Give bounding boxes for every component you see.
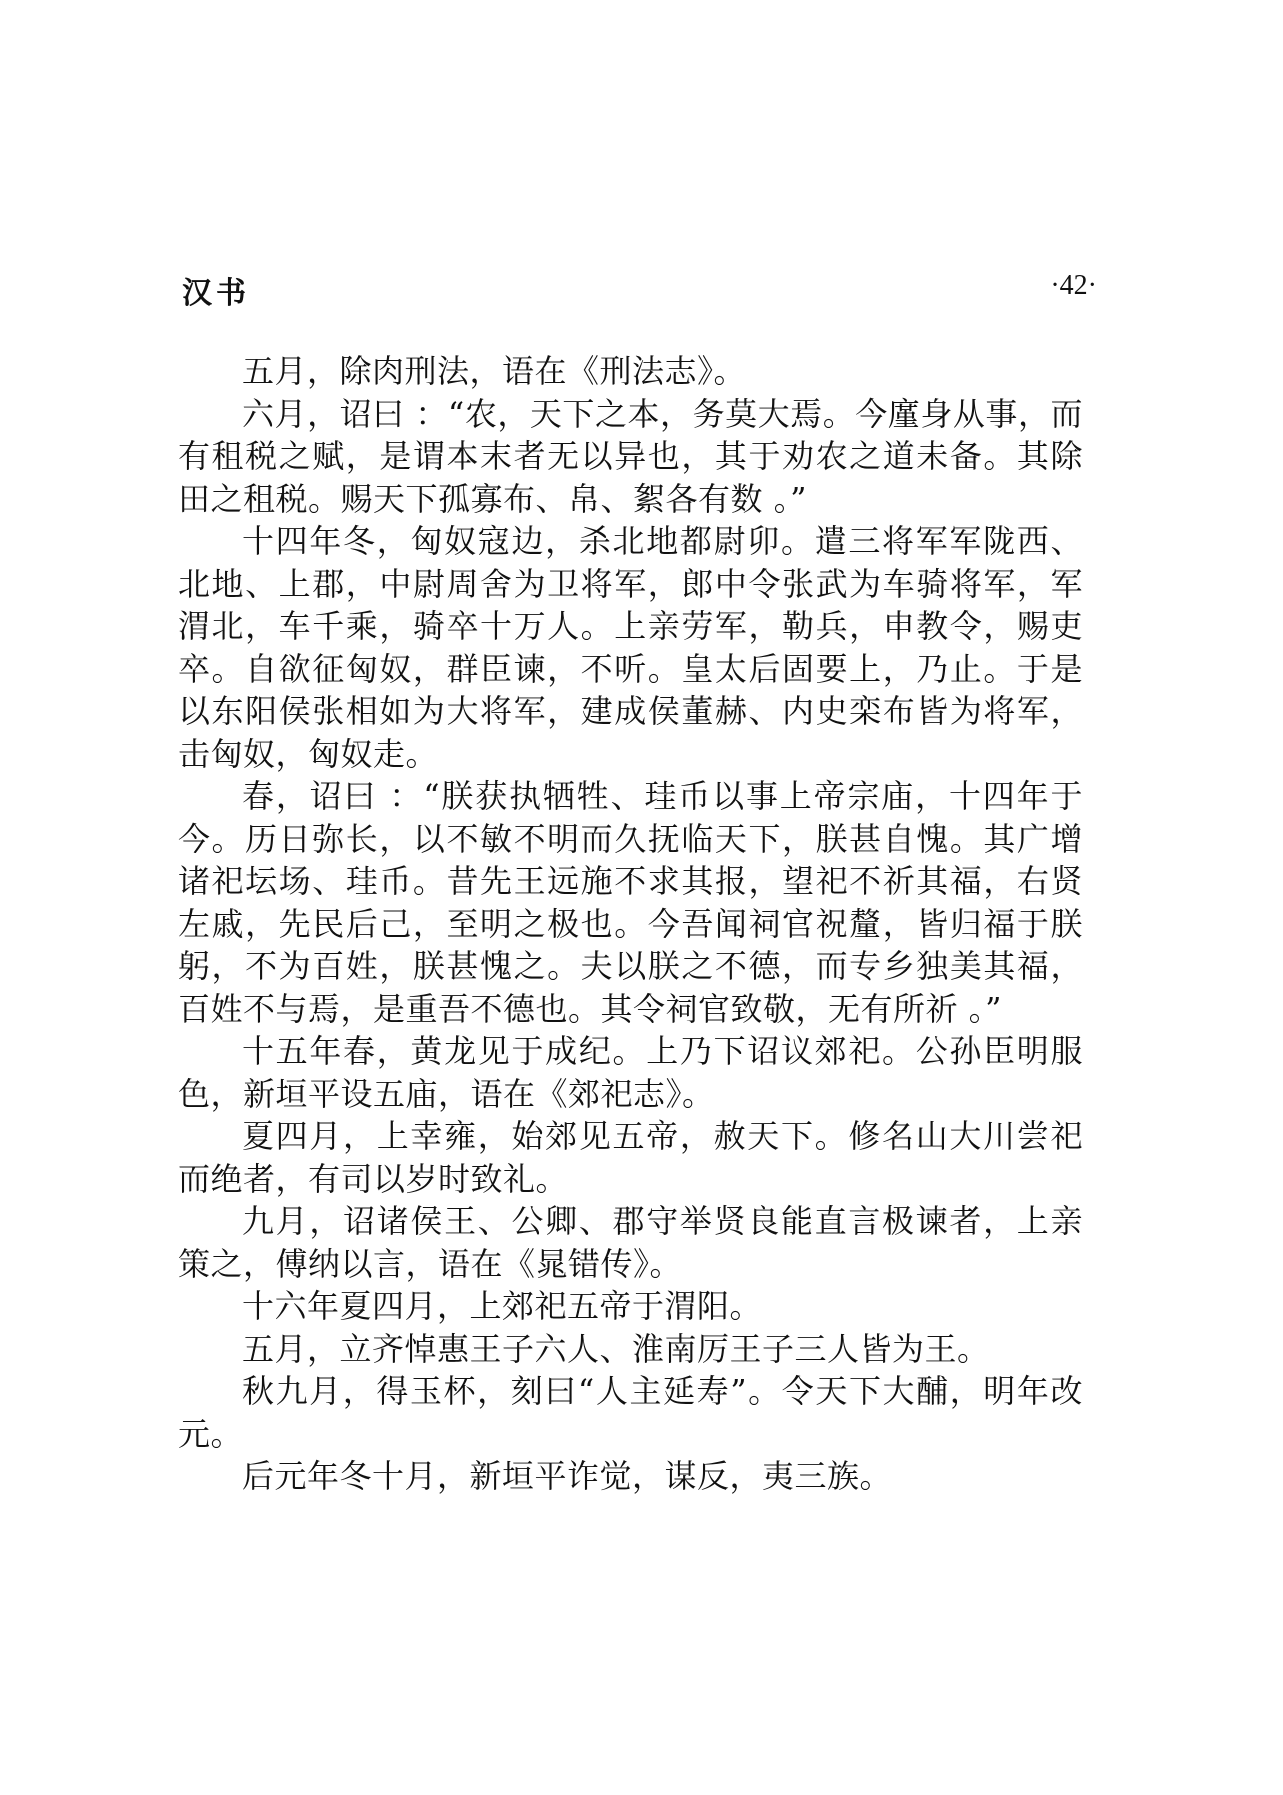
paragraph: 五月，除肉刑法，语在《刑法志》。 <box>242 352 747 390</box>
body-text <box>178 350 1083 1498</box>
book-title: 汉书 <box>182 276 250 311</box>
paragraph: 六月，诏曰 ：“农，天下之本，务莫大焉。今廑身从事，而有租税之赋，是谓本末者无以异也，其于劝农之道未备。其除田之租税。赐天下孤寡布、帛、絮各有数 。” <box>178 394 1083 518</box>
paragraph: 五月，立齐悼惠王子六人、淮南厉王子三人皆为王。 <box>242 1329 990 1368</box>
paragraph: 夏四月，上幸雍，始郊见五帝，赦天下。修名山大川尝祀而绝者，有司以岁时致礼。 <box>178 1117 1083 1198</box>
paragraph: 九月，诏诸侯王、公卿、郡守举贤良能直言极谏者，上亲策之，傅纳以言，语在《晁错传》。 <box>178 1202 1083 1283</box>
paragraph: 十四年冬，匈奴寇边，杀北地都尉卯。遣三将军军陇西、北地、上郡，中尉周舍为卫将军，郎中令张武为车骑将军，军渭北，车千乘，骑卒十万人。上亲劳军，勒兵，申教令，赐吏卒。自欲征匈奴，群臣谏，不听。皇太后固要上，乃止。于是以东阳侯张相如为大将军，建成侯董赫、内史栾布皆为将军，击匈奴，匈奴走。 <box>178 522 1083 773</box>
paragraph: 秋九月，得玉杯，刻曰“人主延寿”。令天下大酺，明年改元。 <box>178 1372 1083 1453</box>
paragraph: 后元年冬十月，新垣平诈觉，谋反，夷三族。 <box>242 1457 893 1495</box>
paragraph: 十五年春，黄龙见于成纪。上乃下诏议郊祀。公孙臣明服色，新垣平设五庙，语在《郊祀志》。 <box>178 1032 1083 1113</box>
paragraph: 春，诏曰 ：“朕获执牺牲、珪币以事上帝宗庙，十四年于今。历日弥长，以不敏不明而久抚临天下，朕甚自愧。其广增诸祀坛场、珪币。昔先王远施不求其报，望祀不祈其福，右贤左戚，先民后己，至明之极也。今吾闻祠官祝釐，皆归福于朕躬，不为百姓，朕甚愧之。夫以朕之不德，而专乡独美其福，百姓不与焉，是重吾不德也。其令祠官致敬，无有所祈 。” <box>178 777 1083 1028</box>
page-number: ·42· <box>1050 270 1097 301</box>
paragraph: 十六年夏四月，上郊祀五帝于渭阳。 <box>242 1287 763 1325</box>
page-header <box>182 268 1097 318</box>
